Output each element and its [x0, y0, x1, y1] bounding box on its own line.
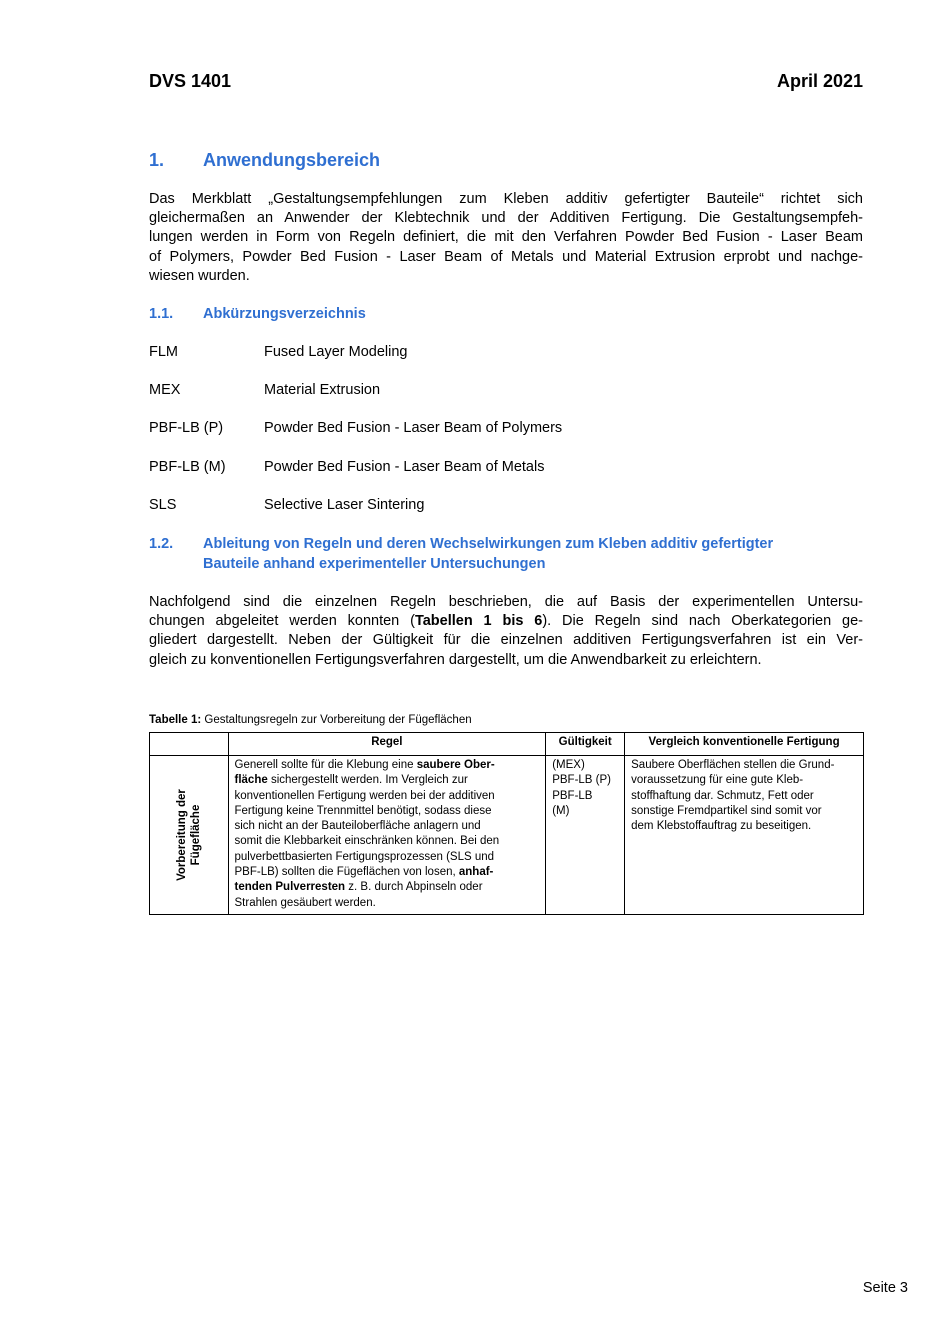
text-line: Fertigung keine Trennmittel benötigt, sodass diese — [234, 804, 492, 817]
text-line: stoffhaftung dar. Schmutz, Fett oder — [631, 789, 814, 802]
emphasis: tenden Pulverresten — [234, 881, 346, 894]
abbreviation: FLM — [149, 344, 178, 360]
category-line: Fügefläche — [189, 804, 202, 866]
section-title — [203, 535, 863, 574]
text-line — [235, 773, 540, 788]
text-line: pulverbettbasierten Fertigungsprozessen (SLS und — [234, 850, 495, 863]
category-line: Vorbereitung der — [175, 789, 188, 881]
page-number: Seite 3 — [862, 1280, 908, 1296]
header-cell-regel: Regel — [228, 733, 546, 756]
paragraph-line — [149, 612, 863, 631]
text-run: ). Die Regeln sind nach Oberkategorien ge- — [542, 613, 863, 630]
abbreviation-meaning: Powder Bed Fusion - Laser Beam of Metals — [264, 459, 545, 475]
paragraph-line: gliedert dargestellt. Neben der Gültigkeit für die einzelnen additiven Fertigungsverfahren ist ein Ver- — [149, 632, 863, 649]
text-run: Generell sollte für die Klebung eine — [234, 759, 417, 771]
table-row — [150, 756, 864, 915]
abbreviation-meaning: Material Extrusion — [264, 382, 381, 398]
paragraph-line: Das Merkblatt „Gestaltungsempfehlungen zum Kleben additiv gefertigter Bauteile“ richtet sich — [149, 191, 863, 207]
table-reference: Tabellen 1 bis 6 — [414, 613, 543, 630]
vergleich-cell — [625, 756, 864, 915]
text-line: voraussetzung für eine gute Kleb- — [631, 774, 804, 787]
row-category-label — [175, 789, 203, 881]
section-1-paragraph — [149, 190, 863, 286]
regel-cell — [228, 756, 546, 915]
section-number: 1. — [149, 150, 165, 170]
abbreviation-meaning: Fused Layer Modeling — [264, 344, 408, 360]
text-run: PBF-LB) sollten die Fügeflächen von losen, — [234, 866, 459, 879]
paragraph-line: of Polymers, Powder Bed Fusion - Laser Beam of Metals und Material Extrusion erprobt und nachge- — [149, 248, 863, 265]
header-cell-gueltigkeit: Gültigkeit — [546, 733, 625, 756]
table-header-row — [150, 733, 864, 756]
abbreviation-meaning: Powder Bed Fusion - Laser Beam of Polymers — [264, 420, 563, 436]
text-line — [235, 758, 540, 773]
text-line: Saubere Oberflächen stellen die Grund- — [631, 759, 835, 771]
text-run: z. B. durch Abpinseln oder — [345, 881, 483, 894]
emphasis: saubere Ober- — [416, 759, 495, 771]
header-cell-vergleich: Vergleich konventionelle Fertigung — [625, 733, 864, 756]
section-1-2-paragraph — [149, 593, 863, 670]
text-line: konventionellen Fertigung werden bei der additiven — [234, 789, 495, 802]
document-date: April 2021 — [776, 71, 863, 91]
paragraph-line: wiesen wurden. — [149, 267, 250, 284]
process-label: (M) — [552, 804, 570, 817]
section-number: 1.1. — [149, 306, 174, 322]
rules-table — [149, 732, 864, 915]
document-id: DVS 1401 — [149, 71, 232, 91]
process-label: PBF-LB (P) — [552, 774, 611, 787]
gueltigkeit-cell — [546, 756, 625, 915]
caption-label: Tabelle 1: — [149, 714, 202, 726]
abbreviation: SLS — [149, 497, 177, 513]
text-line: sich nicht an der Bauteiloberfläche anlagern und — [234, 820, 481, 833]
section-title-line: Bauteile anhand experimenteller Untersuchungen — [203, 555, 546, 572]
paragraph-line: lungen werden in Form von Regeln definiert, die mit den Verfahren Powder Bed Fusion - Laser Beam — [149, 229, 863, 246]
process-label: PBF-LB — [552, 789, 593, 802]
caption-text: Gestaltungsregeln zur Vorbereitung der Fügeflächen — [201, 714, 472, 726]
table-caption — [149, 714, 472, 726]
section-title-line: Ableitung von Regeln und deren Wechselwirkungen zum Kleben additiv gefertigter — [203, 536, 774, 552]
emphasis: anhaf- — [458, 866, 494, 879]
paragraph-line: gleichermaßen an Anwender der Klebtechnik und der Additiven Fertigung. Die Gestaltungsempfeh- — [149, 210, 863, 227]
abbreviation: PBF-LB (P) — [149, 420, 224, 436]
text-line: somit die Klebbarkeit einschränken können. Bei den — [234, 835, 500, 848]
paragraph-line: gleich zu konventionellen Fertigungsverfahren dargestellt, um die Anwendbarkeit zu erleichtern. — [149, 651, 762, 668]
row-category-cell — [150, 756, 229, 915]
process-label: (MEX) — [552, 759, 585, 771]
section-number: 1.2. — [149, 536, 174, 552]
section-title: Abkürzungsverzeichnis — [203, 306, 366, 322]
text-line: Strahlen gesäubert werden. — [234, 896, 376, 909]
abbreviation: PBF-LB (M) — [149, 459, 226, 475]
text-run: chungen abgeleitet werden konnten ( — [149, 613, 415, 630]
text-run: sichergestellt werden. Im Vergleich zur — [267, 774, 468, 787]
section-title: Anwendungsbereich — [203, 150, 381, 170]
emphasis: fläche — [234, 774, 268, 787]
header-cell-empty — [150, 733, 229, 756]
text-line: sonstige Fremdpartikel sind somit vor — [631, 804, 822, 817]
text-line — [235, 880, 540, 895]
abbreviation: MEX — [149, 382, 181, 398]
abbreviation-meaning: Selective Laser Sintering — [264, 497, 425, 513]
text-line — [235, 865, 540, 880]
paragraph-line: Nachfolgend sind die einzelnen Regeln beschrieben, die auf Basis der experimentellen Untersu- — [149, 594, 863, 610]
text-line: dem Klebstoffauftrag zu beseitigen. — [631, 820, 812, 833]
